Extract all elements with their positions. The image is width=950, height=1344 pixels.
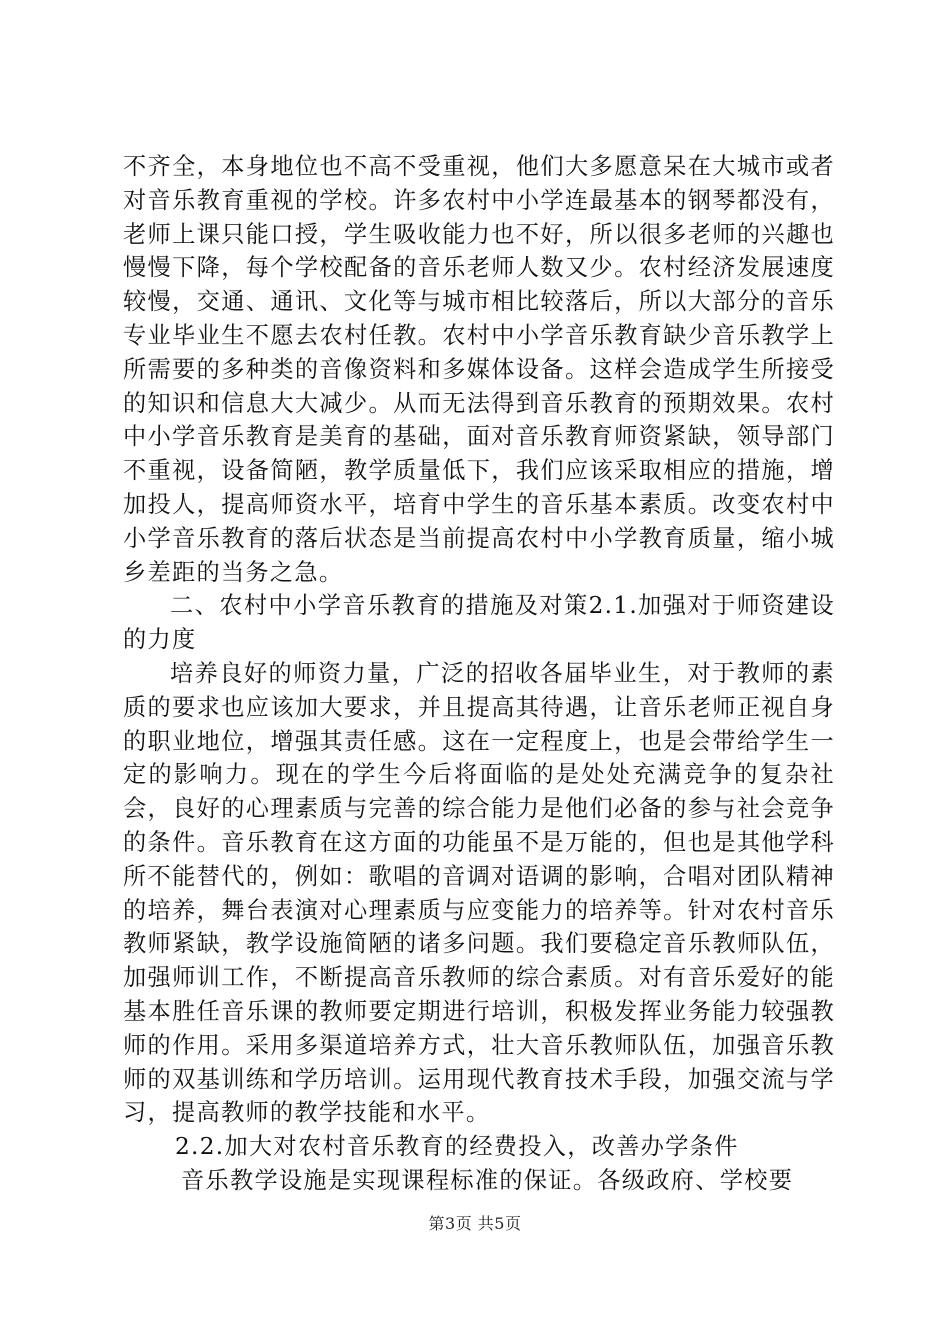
section-heading-2: 二、农村中小学音乐教育的措施及对策2.1.加强对于师资建设的力度 bbox=[123, 592, 835, 654]
paragraph-2-1: 培养良好的师资力量，广泛的招收各届毕业生，对于教师的素质的要求也应该加大要求，并且提高其待遇，让音乐老师正视自身的职业地位，增强其责任感。这在一定程度上，也是会带给学生一定的影响力。现在的学生今后将面临的是处处充满竞争的复杂社会，良好的心理素质与完善的综合能力是他们必备的参与社会竞争的条件。音乐教育在这方面的功能虽不是万能的，但也是其他学科所不能替代的，例如：歌唱的音调对语调的影响，合唱对团队精神的培养，舞台表演对心理素质与应变能力的培养等。针对农村音乐教师紧缺，教学设施简陋的诸多问题。我们要稳定音乐教师队伍，加强师训工作，不断提高音乐教师的综合素质。对有音乐爱好的能基本胜任音乐课的教师要定期进行培训，积极发挥业务能力较强教师的作用。采用多渠道培养方式，壮大音乐教师队伍，加强音乐教师的双基训练和学历培训。运用现代教育技术手段，加强交流与学习，提高教师的教学技能和水平。 bbox=[123, 659, 835, 1127]
section-heading-2-2: 2.2.加大对农村音乐教育的经费投入，改善办学条件 bbox=[175, 1133, 739, 1161]
document-body bbox=[123, 150, 835, 1198]
paragraph-1: 不齐全，本身地位也不高不受重视，他们大多愿意呆在大城市或者对音乐教育重视的学校。许多农村中小学连最基本的钢琴都没有，老师上课只能口授，学生吸收能力也不好，所以很多老师的兴趣也慢慢下降，每个学校配备的音乐老师人数又少。农村经济发展速度较慢，交通、通讯、文化等与城市相比较落后，所以大部分的音乐专业毕业生不愿去农村任教。农村中小学音乐教育缺少音乐教学上所需要的多种类的音像资料和多媒体设备。这样会造成学生所接受的知识和信息大大减少。从而无法得到音乐教育的预期效果。农村中小学音乐教育是美育的基础，面对音乐教育师资紧缺，领导部门不重视，设备简陋，教学质量低下，我们应该采取相应的措施，增加投人，提高师资水平，培育中学生的音乐基本素质。改变农村中小学音乐教育的落后状态是当前提高农村中小学教育质量，缩小城乡差距的当务之急。 bbox=[123, 153, 835, 586]
page-footer: 第3页 共5页 bbox=[428, 1214, 522, 1233]
paragraph-2-2: 音乐教学设施是实现课程标准的保证。各级政府、学校要 bbox=[181, 1166, 794, 1194]
